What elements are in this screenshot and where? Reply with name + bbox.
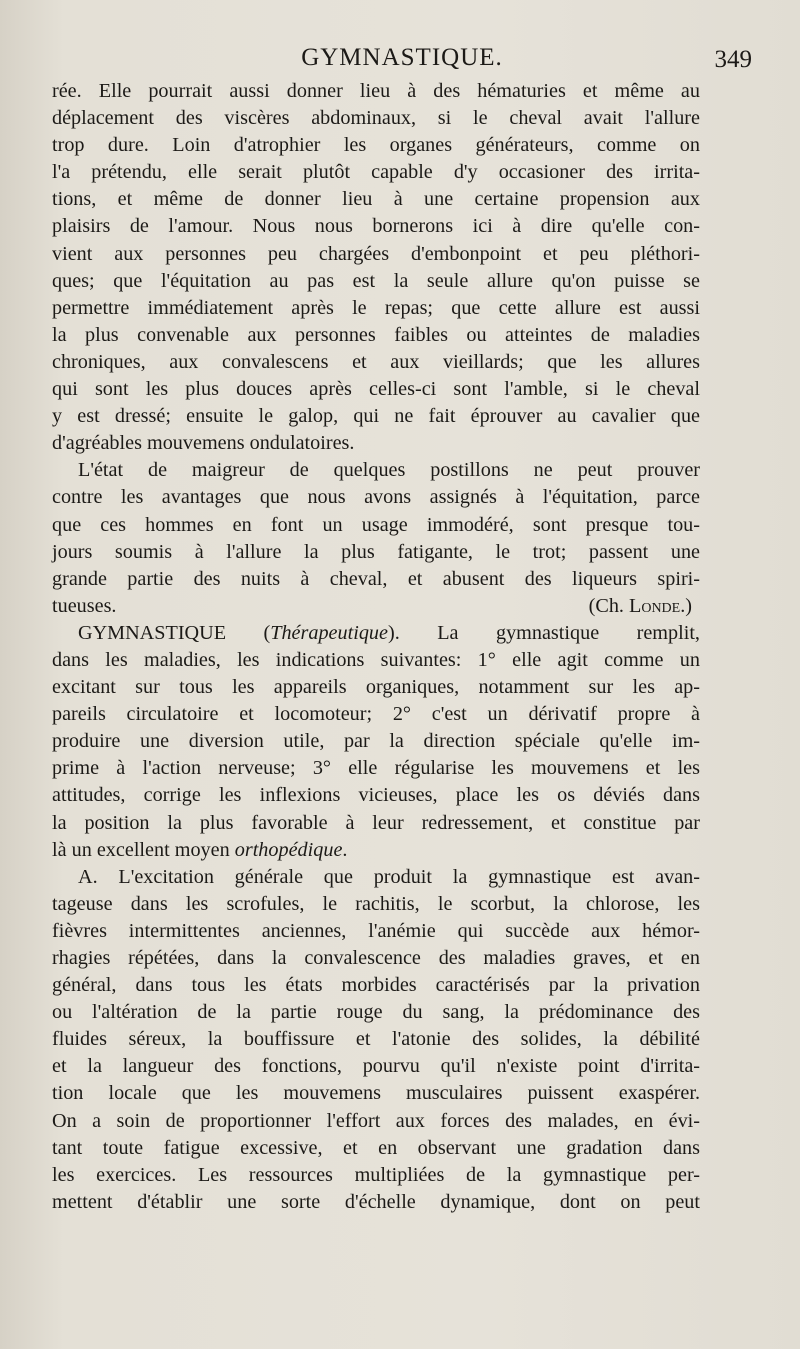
text-line: fièvres intermittentes anciennes, l'anémie qui succède aux hémor- (52, 919, 700, 942)
emphasis: orthopédique (234, 838, 343, 861)
author-signature: (Ch. Londe.) (588, 594, 692, 617)
text-line: permettre immédiatement après le repas; que cette allure est aussi (52, 296, 700, 319)
text-line: l'a prétendu, elle serait plutôt capable d'y occasioner des irrita- (52, 161, 700, 184)
text-line: déplacement des viscères abdominaux, si le cheval avait l'allure (52, 107, 700, 130)
text-line: vient aux personnes peu chargées d'embonpoint et peu pléthori- (52, 242, 700, 265)
article-subheading: Thérapeutique (270, 621, 388, 644)
text-fragment: tueuses. (52, 594, 117, 617)
article-heading-line (52, 620, 700, 647)
text-line: la position la plus favorable à leur redressement, et constitue par (52, 811, 700, 834)
text-line (52, 837, 700, 864)
text-line: On a soin de proportionner l'effort aux forces des malades, en évi- (52, 1109, 700, 1132)
text-line: et la langueur des fonctions, pourvu qu'il n'existe point d'irrita- (52, 1055, 700, 1078)
text-line: plaisirs de l'amour. Nous nous bornerons ici à dire qu'elle con- (52, 215, 700, 238)
text-line: qui sont les plus douces après celles-ci sont l'amble, si le cheval (52, 378, 700, 401)
text-line: tant toute fatigue excessive, et en observant une gradation dans (52, 1136, 700, 1159)
running-title: GYMNASTIQUE. (301, 44, 503, 71)
text-line: rhagies répétées, dans la convalescence des maladies graves, et en (52, 947, 700, 969)
text-line: trop dure. Loin d'atrophier les organes générateurs, comme on (52, 134, 700, 157)
text-line: tageuse dans les scrofules, le rachitis, le scorbut, la chlorose, les (52, 892, 700, 915)
text-line: d'agréables mouvemens ondulatoires. (52, 432, 355, 455)
text-line: mettent d'établir une sorte d'échelle dynamique, dont on peut (52, 1190, 700, 1213)
text-line: rée. Elle pourrait aussi donner lieu à des hématuries et même au (52, 80, 700, 102)
text-line: général, dans tous les états morbides caractérisés par la privation (52, 974, 700, 997)
text-line: jours soumis à l'allure la plus fatigante, le trot; passent une (52, 540, 700, 563)
text-fragment: là un excellent moyen (52, 838, 235, 861)
text-line: fluides séreux, la bouffissure et l'atonie des solides, la débilité (52, 1028, 700, 1051)
text-line: prime à l'action nerveuse; 3° elle régularise les mouvemens et les (52, 757, 700, 780)
text-line: grande partie des nuits à cheval, et abusent des liqueurs spiri- (52, 567, 700, 590)
text-line: que ces hommes en font un usage immodéré, sont presque tou- (52, 513, 700, 536)
text-line: tion locale que les mouvemens musculaires puissent exaspérer. (52, 1082, 700, 1105)
text-line: excitant sur tous les appareils organiques, notamment sur les ap- (52, 676, 700, 699)
text-line: attitudes, corrige les inflexions vicieuses, place les os déviés dans (52, 784, 700, 807)
text-line: ques; que l'équitation au pas est la seule allure qu'on puisse se (52, 269, 700, 292)
page-number: 349 (714, 46, 752, 73)
text-line: y est dressé; ensuite le galop, qui ne fait éprouver au cavalier que (52, 405, 700, 428)
text-line: pareils circulatoire et locomoteur; 2° c'est un dérivatif propre à (52, 703, 700, 726)
text-line: chroniques, aux convalescens et aux vieillards; que les allures (52, 350, 700, 373)
text-line: L'état de maigreur de quelques postillons ne peut prouver (78, 459, 700, 482)
text-line: A. L'excitation générale que produit la gymnastique est avan- (78, 865, 700, 888)
body-text (52, 78, 700, 1216)
text-line: dans les maladies, les indications suivantes: 1° elle agit comme un (52, 648, 700, 671)
text-line: la plus convenable aux personnes faibles ou atteintes de maladies (52, 323, 700, 346)
text-line: contre les avantages que nous avons assignés à l'équitation, parce (52, 486, 700, 509)
text-line: tions, et même de donner lieu à une certaine propension aux (52, 188, 700, 211)
text-fragment: . (342, 838, 348, 861)
text-line: ou l'altération de la partie rouge du sang, la prédominance des (52, 1001, 700, 1024)
text-line: produire une diversion utile, par la direction spéciale qu'elle im- (52, 730, 700, 753)
text-fragment: ). La gymnastique remplit, (387, 621, 700, 644)
article-heading: GYMNASTIQUE ( (78, 621, 271, 644)
text-line: les exercices. Les ressources multipliées de la gymnastique per- (52, 1163, 700, 1186)
text-line (52, 593, 700, 620)
